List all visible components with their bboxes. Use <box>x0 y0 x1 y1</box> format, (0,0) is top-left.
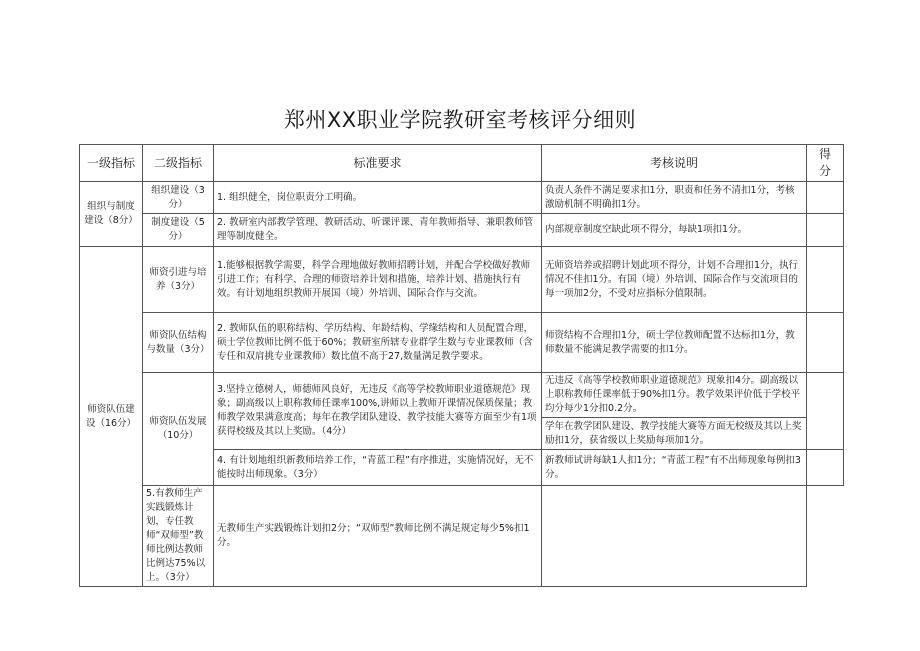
level2-cell: 师资队伍结构与数量（3分） <box>143 313 214 373</box>
table-row <box>80 313 844 373</box>
level2-cell: 师资队伍发展（10分） <box>143 373 214 486</box>
score-cell[interactable] <box>807 214 844 247</box>
header-score-line1: 得 <box>818 147 831 161</box>
level2-cell: 组织建设（3分） <box>143 182 214 214</box>
level2-cell: 师资引进与培养（3分） <box>143 247 214 313</box>
header-level2: 二级指标 <box>143 145 214 182</box>
table-row <box>80 486 844 587</box>
document-title: 郑州XX职业学院教研室考核评分细则 <box>283 108 637 132</box>
standard-cell: 1. 组织健全，岗位职责分工明确。 <box>214 182 542 214</box>
header-score-line2: 分 <box>818 164 831 178</box>
table-row <box>80 373 844 418</box>
score-cell[interactable] <box>807 450 844 486</box>
score-cell[interactable] <box>807 373 844 450</box>
standard-cell: 1.能够根据教学需要，科学合理地做好教师招聘计划，并配合学校做好教师引进工作；有科学、合理的师资培养计划和措施，培养计划、措施执行有效。有计划地组织教师开展国（境）外培训、国际合作与交流。 <box>214 247 542 313</box>
standard-cell: 4. 有计划地组织新教师培养工作，“青蓝工程”有序推进，实施情况好，无不能按时出师现象。（3分） <box>214 450 542 486</box>
header-row <box>80 145 844 182</box>
header-standard: 标准要求 <box>214 145 542 182</box>
explanation-cell: 无师资培养或招聘计划此项不得分，计划不合理扣1分，执行情况不佳扣1分。有国（境）外培训、国际合作与交流项目的每一项加2分，不受对应指标分值限制。 <box>542 247 807 313</box>
table-row <box>80 182 844 214</box>
score-cell[interactable] <box>542 486 807 587</box>
score-cell[interactable] <box>807 313 844 373</box>
explanation-cell: 师资结构不合理扣1分，硕士学位教师配置不达标扣1分，教师数量不能满足教学需要的扣1分。 <box>542 313 807 373</box>
explanation-cell: 无教师生产实践锻炼计划扣2分；“双师型”教师比例不满足规定每少5%扣1分。 <box>214 486 542 587</box>
standard-cell: 2. 教师队伍的职称结构、学历结构、年龄结构、学缘结构和人员配置合理，硕士学位教师比例不低于60%；教研室所辖专业群学生数与专业课教师（含专任和双肩挑专业课教师）数比值不高于27,数量满足教学要求。 <box>214 313 542 373</box>
explanation-cell: 负责人条件不满足要求扣1分，职责和任务不清扣1分，考核激励机制不明确扣1分。 <box>542 182 807 214</box>
level1-cell: 组织与制度建设（8分） <box>80 182 143 247</box>
score-cell[interactable] <box>807 182 844 214</box>
header-level1: 一级指标 <box>80 145 143 182</box>
level2-cell: 制度建设（5分） <box>143 214 214 247</box>
standard-cell: 5.有教师生产实践锻炼计划，专任教师“双师型”教师比例达教师比例达75%以上。（3分） <box>143 486 214 587</box>
table-row <box>80 214 844 247</box>
standard-cell: 2. 教研室内部教学管理、教研活动、听课评课、青年教师指导、兼职教师管理等制度健全。 <box>214 214 542 247</box>
standard-cell: 3.坚持立德树人，师德师风良好，无违反《高等学校教师职业道德规范》现象；副高级以上职称教师任课率100%,讲师以上教师开课情况保质保量；教师教学效果满意度高；每年在教学团队建设、教学技能大赛等方面至少有1项获得校级及其以上奖励。（4分） <box>214 373 542 450</box>
level1-cell: 师资队伍建设（16分） <box>80 247 143 587</box>
table-row <box>80 247 844 313</box>
scoring-table <box>79 144 844 587</box>
header-score <box>807 145 844 182</box>
header-explanation: 考核说明 <box>542 145 807 182</box>
score-cell[interactable] <box>807 247 844 313</box>
explanation-cell: 无违反《高等学校教师职业道德规范》现象扣4分。副高级以上职称教师任课率低于90%扣1分。教学效果评价低于学校平均分每少1分扣0.2分。 <box>542 373 807 418</box>
explanation-cell: 内部规章制度空缺此项不得分，每缺1项扣1分。 <box>542 214 807 247</box>
explanation-cell: 新教师试讲每缺1人扣1分；“青蓝工程”有不出师现象每例扣3分。 <box>542 450 807 486</box>
explanation-cell: 学年在教学团队建设、教学技能大赛等方面无校级及其以上奖励扣1分，获省级以上奖励每项加1分。 <box>542 418 807 450</box>
